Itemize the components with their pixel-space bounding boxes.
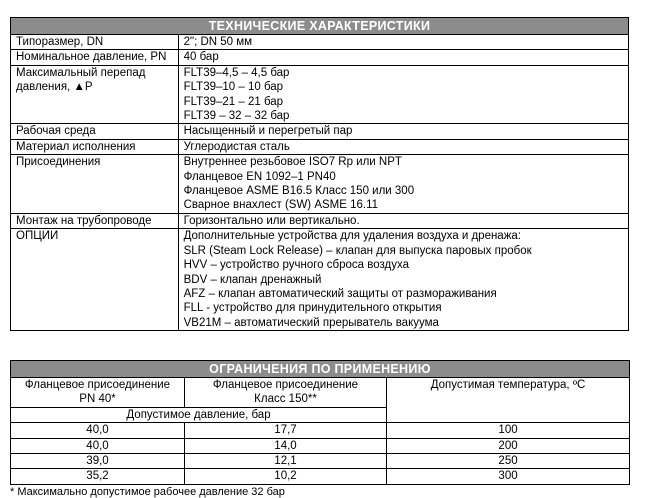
- spec-value-line: SLR (Steam Lock Release) – клапан для выпуска паровых пробок: [183, 244, 532, 257]
- pressure-pn40-cell: 40,0: [11, 438, 185, 453]
- limits-table: [10, 360, 630, 485]
- spec-key: [11, 35, 179, 50]
- limits-title: ОГРАНИЧЕНИЯ ПО ПРИМЕНЕНИЮ: [11, 361, 630, 378]
- spec-key-line: давления, ▲P: [16, 81, 93, 94]
- spec-row: [11, 65, 629, 124]
- pressure-pn40-cell: 40,0: [11, 423, 185, 438]
- specifications-title: ТЕХНИЧЕСКИЕ ХАРАКТЕРИСТИКИ: [11, 18, 629, 35]
- pressure-pn40-cell: 39,0: [11, 454, 185, 469]
- column-header-class150-line1: Фланцевое присоединение: [212, 379, 359, 391]
- spec-value-line: AFZ – клапан автоматический защиты от размораживания: [183, 287, 497, 300]
- pressure-pn40-cell: 35,2: [11, 469, 185, 484]
- column-header-pn40-line2: PN 40*: [79, 393, 116, 406]
- spec-value: [178, 35, 628, 50]
- spec-value: [178, 124, 628, 139]
- spec-key-line: Номинальное давление, PN: [16, 51, 167, 64]
- pressure-class150-cell: 12,1: [185, 454, 387, 469]
- column-header-temperature: Допустимая температура, ºC: [387, 378, 630, 423]
- spec-value-line: Горизонтально или вертикально.: [183, 214, 360, 227]
- spec-key: [11, 213, 179, 228]
- temperature-cell: 200: [387, 438, 630, 453]
- spec-key-line: Типоразмер, DN: [16, 36, 104, 48]
- spec-value-line: FLT39–21 – 21 бар: [183, 95, 284, 108]
- footnote: * Максимально допустимое рабочее давление 32 бар: [10, 486, 285, 498]
- spec-row: [11, 155, 629, 214]
- spec-key-line: Присоединения: [16, 156, 101, 169]
- spec-key-line: Монтаж на трубопроводе: [16, 214, 152, 227]
- column-header-class150-line2: Класс 150**: [254, 393, 317, 406]
- spec-value-line: BDV – клапан дренажный: [183, 273, 322, 286]
- specifications-table: [10, 17, 629, 331]
- spec-row: [11, 50, 629, 65]
- spec-value-line: 2"; DN 50 мм: [183, 36, 253, 48]
- limits-header-row: [11, 361, 630, 378]
- spec-value-line: 40 бар: [183, 51, 219, 64]
- spec-row: [11, 35, 629, 50]
- spec-key: [11, 139, 179, 154]
- temperature-cell: 300: [387, 469, 630, 484]
- temperature-cell: 250: [387, 454, 630, 469]
- pressure-subheader: Допустимое давление, бар: [11, 407, 387, 422]
- spec-value: [178, 229, 628, 331]
- spec-value-line: Фланцевое EN 1092–1 PN40: [183, 170, 336, 183]
- limits-column-header-row: [11, 378, 630, 408]
- spec-value-line: Фланцевое ASME B16.5 Класс 150 или 300: [183, 185, 415, 198]
- pressure-class150-cell: 14,0: [185, 438, 387, 453]
- spec-key-line: Максимальный перепад: [16, 66, 146, 79]
- spec-key: [11, 50, 179, 65]
- column-header-pn40: [11, 378, 185, 408]
- spec-key: [11, 229, 179, 331]
- spec-value: [178, 139, 628, 154]
- spec-value-line: VB21M – автоматический прерыватель вакуума: [183, 316, 439, 329]
- limits-row: [11, 469, 630, 484]
- spec-key: [11, 65, 179, 124]
- spec-value-line: Дополнительные устройства для удаления воздуха и дренажа:: [183, 230, 521, 243]
- spec-value: [178, 155, 628, 214]
- spec-row: [11, 213, 629, 228]
- spec-value: [178, 50, 628, 65]
- spec-value: [178, 65, 628, 124]
- limits-row: [11, 423, 630, 438]
- pressure-class150-cell: 10,2: [185, 469, 387, 484]
- limits-row: [11, 438, 630, 453]
- spec-row: [11, 229, 629, 331]
- spec-key-line: Рабочая среда: [16, 125, 96, 138]
- spec-value: [178, 213, 628, 228]
- spec-value-line: FLL - устройство для принудительного открытия: [183, 302, 442, 315]
- spec-row: [11, 139, 629, 154]
- spec-value-line: HVV – устройство ручного сброса воздуха: [183, 259, 409, 272]
- spec-key: [11, 124, 179, 139]
- column-header-class150: [185, 378, 387, 408]
- spec-value-line: Насыщенный и перегретый пар: [183, 125, 353, 138]
- spec-value-line: FLT39 – 32 – 32 бар: [183, 110, 290, 123]
- spec-key-line: Материал исполнения: [16, 140, 136, 153]
- limits-row: [11, 454, 630, 469]
- spec-key: [11, 155, 179, 214]
- pressure-class150-cell: 17,7: [185, 423, 387, 438]
- spec-value-line: Углеродистая сталь: [183, 140, 290, 153]
- spec-value-line: Внутреннее резьбовое ISO7 Rp или NPT: [183, 156, 402, 169]
- temperature-cell: 100: [387, 423, 630, 438]
- specifications-header-row: [11, 18, 629, 35]
- spec-row: [11, 124, 629, 139]
- spec-value-line: Сварное внахлест (SW) ASME 16.11: [183, 199, 379, 212]
- spec-value-line: FLT39–10 – 10 бар: [183, 81, 284, 94]
- spec-key-line: ОПЦИИ: [16, 230, 59, 243]
- column-header-pn40-line1: Фланцевое присоединение: [24, 379, 171, 391]
- spec-value-line: FLT39–4,5 – 4,5 бар: [183, 66, 290, 79]
